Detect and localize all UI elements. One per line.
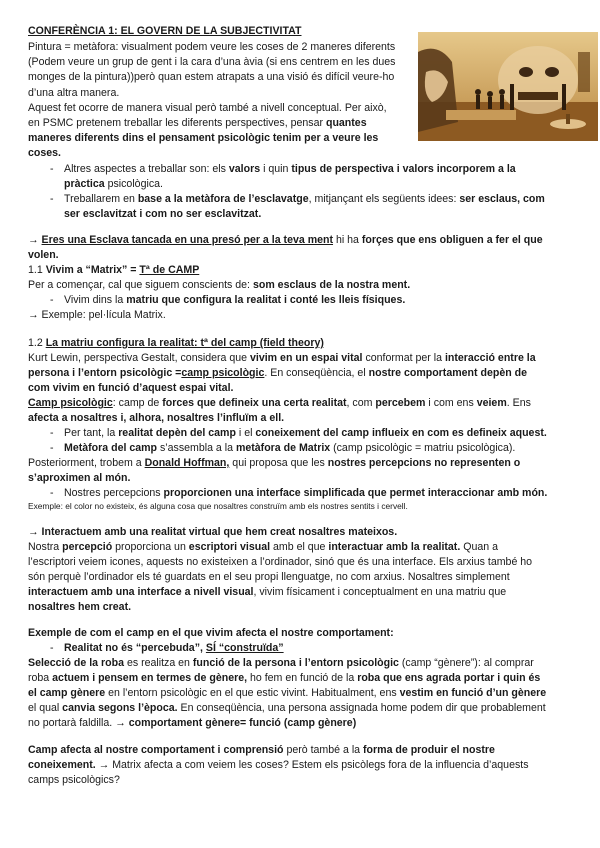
body-line bbox=[28, 396, 531, 411]
text-span: s’assembla a la bbox=[159, 442, 233, 454]
body-line bbox=[28, 716, 356, 731]
text-span: hi ha bbox=[335, 234, 359, 246]
text-span: Altres aspectes a treballar son: els bbox=[64, 163, 226, 175]
bold-text: interacció entre la bbox=[444, 352, 536, 364]
section-heading-1-2 bbox=[28, 336, 324, 351]
painting-image bbox=[418, 32, 598, 141]
bold-text: realitat depèn del camp bbox=[118, 427, 236, 439]
bullet-dash: - bbox=[50, 294, 54, 306]
text-span: Per a començar, cal que siguem conscients de: bbox=[28, 279, 250, 291]
bold-text: funció de la persona i l’entorn psicològic bbox=[192, 657, 399, 669]
bullet-line bbox=[64, 162, 516, 177]
bold-text: escriptori visual bbox=[188, 541, 271, 553]
underlined-term: Camp psicològic bbox=[28, 397, 113, 409]
body-line: com vivim en funció d’aquest espai vital. bbox=[28, 382, 234, 394]
text-span: amb el que bbox=[273, 541, 326, 553]
bold-text: nostres percepcions no representen o bbox=[327, 457, 521, 469]
text-span: en PSMC pretenem treballar les diferents perspectives, pensar bbox=[28, 117, 324, 129]
bold-text: Camp afecta al nostre comportament i comprensió bbox=[28, 744, 284, 756]
text-span: i com ens bbox=[428, 397, 474, 409]
body-line: afecta a nosaltres i, alhora, nosaltres l’influïm a ell. bbox=[28, 412, 285, 424]
bold-text: percebem bbox=[375, 397, 426, 409]
bold-text: tipus de perspectiva i valors incorporem a la bbox=[291, 163, 516, 175]
bold-text: actuem i pensem en termes de gènere, bbox=[52, 672, 248, 684]
virtual-heading: → Interactuem amb una realitat virtual que hem creat nosaltres mateixos. bbox=[28, 526, 398, 538]
bold-text: som esclaus de la nostra ment. bbox=[252, 279, 411, 291]
body-line bbox=[28, 278, 410, 293]
text-span: i el bbox=[238, 427, 253, 439]
bullet-line bbox=[64, 177, 163, 192]
underlined-heading: La matriu configura la realitat: tª del camp (field theory) bbox=[45, 337, 324, 349]
arrow-icon: → bbox=[28, 234, 39, 246]
text-span: es realitza en bbox=[126, 657, 190, 669]
bold-text: coneixement. bbox=[28, 759, 96, 771]
bold-text: Realitat no és “percebuda”, bbox=[64, 642, 203, 654]
body-line: s’aproximen al món. bbox=[28, 472, 131, 484]
bold-text: proporcionen una interface simplificada que permet interaccionar amb món. bbox=[163, 487, 548, 499]
bold-text: base a la metàfora de l’esclavatge bbox=[137, 193, 309, 205]
body-line bbox=[28, 701, 546, 716]
bold-text: nostre comportament depèn de bbox=[368, 367, 527, 379]
bold-text: quantes bbox=[325, 117, 367, 129]
bullet-dash: - bbox=[50, 193, 54, 205]
underlined-text: SÍ “construïda” bbox=[205, 642, 284, 654]
body-line: camps psicològics? bbox=[28, 774, 120, 786]
body-line bbox=[28, 671, 540, 686]
text-span: però també a la bbox=[286, 744, 361, 756]
underlined-name: Donald Hoffman, bbox=[144, 457, 230, 469]
bullet-dash: - bbox=[50, 487, 54, 499]
bold-text: veiem bbox=[476, 397, 507, 409]
text-span: conformat per la bbox=[365, 352, 442, 364]
body-line bbox=[28, 656, 534, 671]
text-span: (camp psicològic = matriu psicològica). bbox=[333, 442, 516, 454]
text-span: Per tant, la bbox=[64, 427, 116, 439]
intro-paragraph-line: coses. bbox=[28, 147, 61, 159]
body-line: nosaltres hem creat. bbox=[28, 601, 132, 613]
text-span: Treballarem en bbox=[64, 193, 135, 205]
bold-text: forces que defineix una certa realitat bbox=[162, 397, 347, 409]
underlined-text: Tª de CAMP bbox=[139, 264, 200, 276]
text-span: ho fem en funció de la bbox=[250, 672, 355, 684]
section-heading-1-1 bbox=[28, 263, 199, 278]
bold-text: el camp gènere bbox=[28, 687, 106, 699]
bullet-line bbox=[64, 426, 547, 441]
intro-line: Pintura = metàfora: visualment podem veure les coses de 2 maneres diferents bbox=[28, 41, 396, 53]
text-span: i quin bbox=[263, 163, 289, 175]
bullet-line bbox=[64, 293, 405, 308]
text-span: , vivim físicament i conceptualment en una matriu que bbox=[253, 586, 507, 598]
bold-text: coneixement del camp influeix en com es defineix aquest. bbox=[255, 427, 547, 439]
example-line: → Exemple: pel·lícula Matrix. bbox=[28, 309, 166, 321]
bold-text: canvia segons l’època. bbox=[62, 702, 178, 714]
text-span: Vivim dins la bbox=[64, 294, 124, 306]
body-line bbox=[28, 456, 520, 471]
painting-illustration bbox=[418, 32, 598, 141]
bold-text: percepció bbox=[62, 541, 113, 553]
text-span: , com bbox=[346, 397, 373, 409]
small-example: Exemple: el color no existeix, és alguna cosa que nosaltres construïm amb els nostres sentits i cervell. bbox=[28, 501, 408, 511]
text-span: : camp de bbox=[112, 397, 160, 409]
example-heading: Exemple de com el camp en el que vivim afecta el nostre comportament: bbox=[28, 627, 394, 639]
text-span: , mitjançant els següents idees: bbox=[308, 193, 457, 205]
body-line bbox=[28, 758, 529, 773]
intro-paragraph-line: maneres diferents dins el pensament psicològic tenim per a veure les bbox=[28, 132, 379, 144]
text-span: Nostra bbox=[28, 541, 60, 553]
text-span: . En conseqüència, el bbox=[264, 367, 366, 379]
bold-text: comportament gènere= funció (camp gènere) bbox=[128, 717, 357, 729]
bullet-dash: - bbox=[50, 442, 54, 454]
bullet-dash: - bbox=[50, 642, 54, 654]
bold-text: Metàfora del camp bbox=[64, 442, 158, 454]
text-span: no portarà faldilla. → bbox=[28, 717, 126, 729]
body-line bbox=[28, 351, 536, 366]
bold-text: forma de produir el nostre bbox=[363, 744, 495, 756]
text-span: . Ens bbox=[506, 397, 531, 409]
body-line bbox=[28, 366, 527, 381]
bold-text: pràctica bbox=[64, 178, 105, 190]
text-span: Nostres percepcions bbox=[64, 487, 161, 499]
text-span: roba bbox=[28, 672, 50, 684]
bold-text: interactuar amb la realitat. bbox=[328, 541, 461, 553]
bold-text: persona i l’entorn psicològic = bbox=[28, 367, 182, 379]
intro-paragraph-line bbox=[28, 116, 367, 131]
intro-line: d’una altra manera. bbox=[28, 87, 120, 99]
section-number: 1.2 bbox=[28, 337, 43, 349]
text-span: el qual bbox=[28, 702, 60, 714]
underlined-text: camp psicològic bbox=[181, 367, 265, 379]
text-span: Posteriorment, trobem a bbox=[28, 457, 142, 469]
intro-paragraph-line: Aquest fet ocorre de manera visual però també a nivell conceptual. Per això, bbox=[28, 102, 387, 114]
bold-text: matriu que configura la realitat i conté les lleis físiques. bbox=[126, 294, 406, 306]
document-title: CONFERÈNCIA 1: EL GOVERN DE LA SUBJECTIVITAT bbox=[28, 25, 302, 37]
slave-heading-line bbox=[28, 233, 543, 248]
underlined-heading: Eres una Esclava tancada en una presó per a la teva ment bbox=[41, 234, 334, 246]
bold-text: Selecció de la roba bbox=[28, 657, 124, 669]
text-span: proporciona un bbox=[115, 541, 186, 553]
text-span: Quan a bbox=[463, 541, 498, 553]
bullet-dash: - bbox=[50, 427, 54, 439]
intro-line: monges de la pintura))però quan estem atrapats a una visió és difícil veure-ho bbox=[28, 71, 395, 83]
text-span: psicològica. bbox=[107, 178, 163, 190]
text-span: Kurt Lewin, perspectiva Gestalt, considera que bbox=[28, 352, 248, 364]
bullet-line: ser esclavitzat i com no ser esclavitzat. bbox=[64, 208, 262, 220]
bold-text: vivim en un espai vital bbox=[250, 352, 363, 364]
bullet-line bbox=[64, 192, 545, 207]
body-line bbox=[28, 743, 495, 758]
section-number: 1.1 bbox=[28, 264, 43, 276]
body-line: l’escriptori veiem icones, aquests no existeixen a l’ordinador, sinó que és una interface. Els arxius també ho bbox=[28, 556, 533, 568]
body-line bbox=[28, 540, 498, 555]
body-line bbox=[28, 686, 546, 701]
bold-text: Vivim a “Matrix” = bbox=[45, 264, 137, 276]
bold-text: roba que ens agrada portar i quin és bbox=[357, 672, 541, 684]
body-line bbox=[28, 585, 506, 600]
intro-line: (Podem veure un grup de gent i la cara d’una àvia (si ens centrem en les dues bbox=[28, 56, 396, 68]
bold-text: forçes que ens obliguen a fer el que bbox=[361, 234, 543, 246]
bold-text: ser esclaus, com bbox=[459, 193, 545, 205]
bullet-dash: - bbox=[50, 163, 54, 175]
text-span: en l’entorn psicològic en el que estic vivint. Habitualment, ens bbox=[108, 687, 397, 699]
slave-heading-line: volen. bbox=[28, 249, 59, 261]
text-span: (camp “gènere”): al comprar bbox=[401, 657, 534, 669]
bold-text: metàfora de Matrix bbox=[235, 442, 331, 454]
text-span: → Matrix afecta a com veiem les coses? Estem els psicòlegs fora de la influencia d’aquests bbox=[98, 759, 529, 771]
bullet-line bbox=[64, 641, 284, 656]
bullet-line bbox=[64, 441, 515, 456]
bold-text: vestim en funció d’un gènere bbox=[399, 687, 547, 699]
bold-text: valors bbox=[228, 163, 261, 175]
bold-text: interactuem amb una interface a nivell visual bbox=[28, 586, 254, 598]
body-line: són perquè l’ordinador els té guardats en el seu propi llenguatge, no com arxius. Nosaltres simplement bbox=[28, 571, 510, 583]
text-span: qui proposa que les bbox=[232, 457, 325, 469]
text-span: En conseqüència, una persona assignada home podem dir que probablement bbox=[180, 702, 546, 714]
